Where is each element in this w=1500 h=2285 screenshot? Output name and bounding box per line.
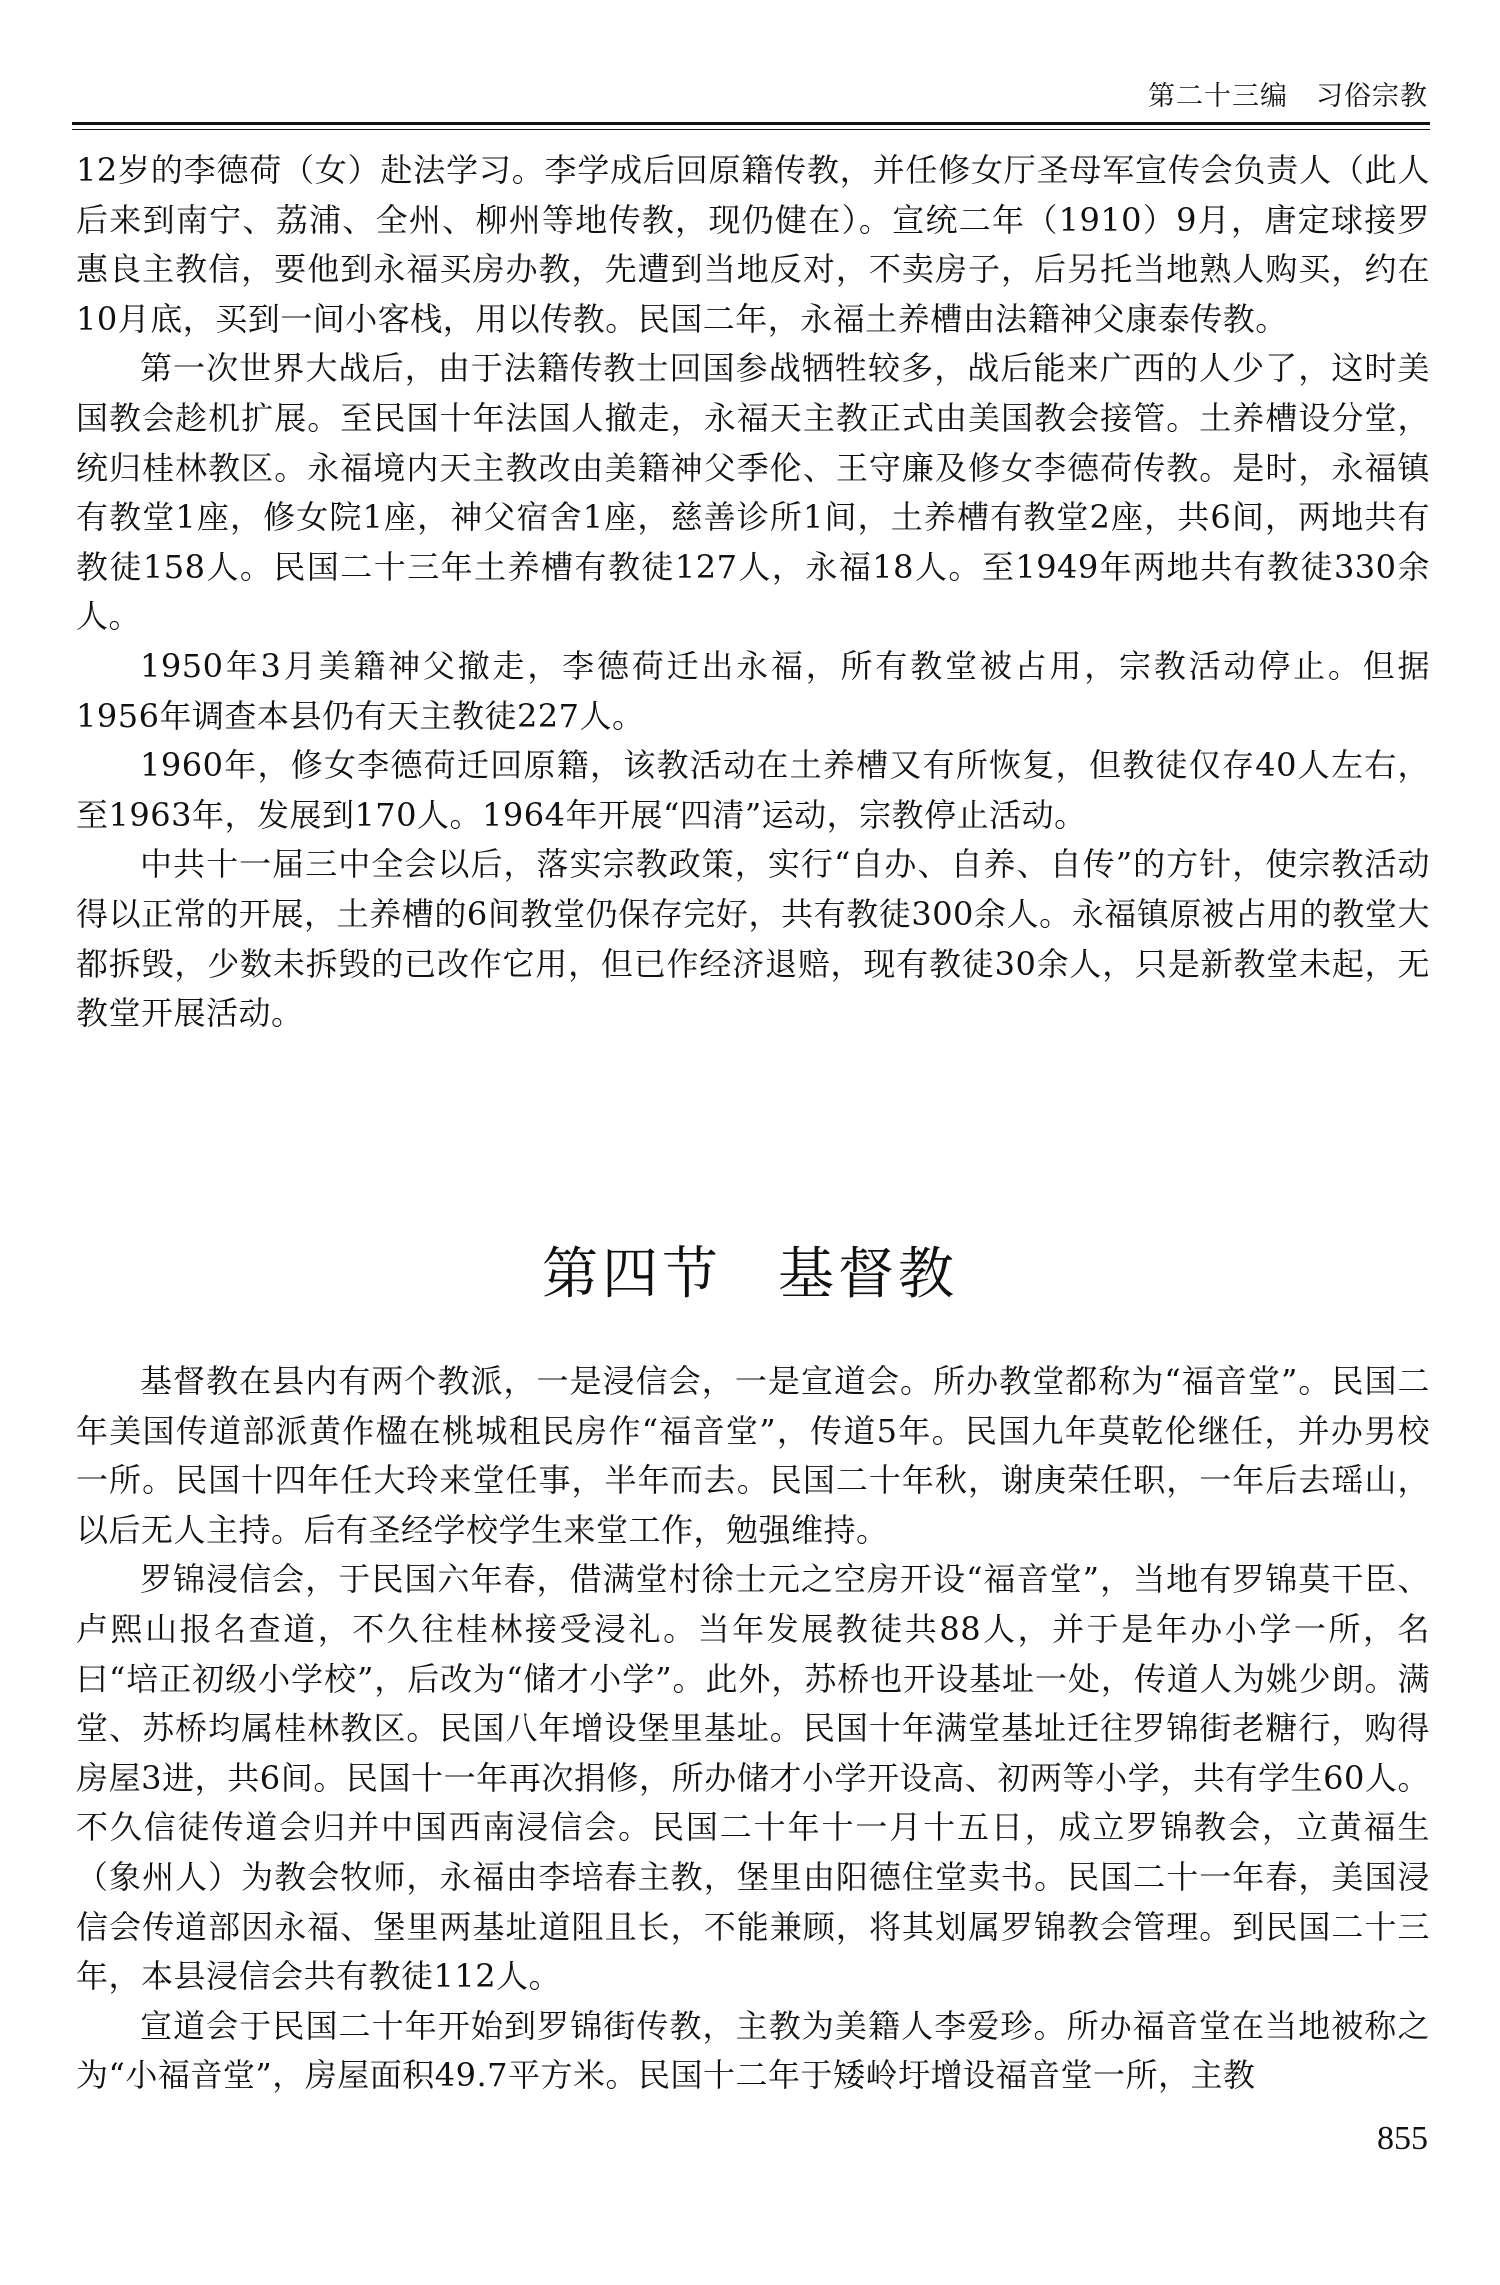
paragraph: 1950年3月美籍神父撤走，李德荷迁出永福，所有教堂被占用，宗教活动停止。但据1956年调查本县仍有天主教徒227人。 — [76, 646, 1430, 735]
section-number: 第四节 — [542, 1242, 722, 1307]
paragraph: 中共十一届三中全会以后，落实宗教政策，实行“自办、自养、自传”的方针，使宗教活动得以正常的开展，土养槽的6间教堂仍保存完好，共有教徒300余人。永福镇原被占用的教堂大都拆毁，少数未拆毁的已改作它用，但已作经济退赔，现有教徒30余人，只是新教堂未起，无教堂开展活动。 — [76, 845, 1430, 1033]
paragraph: 1960年，修女李德荷迁回原籍，该教活动在土养槽又有所恢复，但教徒仅存40人左右，至1963年，发展到170人。1964年开展“四清”运动，宗教停止活动。 — [76, 746, 1430, 834]
christian-text-block — [76, 1357, 1430, 2101]
section-title: 基督教 — [778, 1242, 958, 1307]
running-header: 第二十三编 习俗宗教 — [1148, 81, 1428, 112]
paragraph-continuation: 12岁的李德荷（女）赴法学习。李学成后回原籍传教，并任修女厅圣母军宣传会负责人（此人后来到南宁、荔浦、全州、柳州等地传教，现仍健在）。宣统二年（1910）9月，唐定球接罗惠良主教信，要他到永福买房办教，先遭到当地反对，不卖房子，后另托当地熟人购买，约在10月底，买到一间小客栈，用以传教。民国二年，永福土养槽由法籍神父康泰传教。 — [76, 151, 1430, 338]
catholic-text-block — [76, 146, 1430, 1039]
page-number: 855 — [1377, 2120, 1428, 2157]
paragraph: 罗锦浸信会，于民国六年春，借满堂村徐士元之空房开设“福音堂”，当地有罗锦莫干臣、卢熙山报名查道，不久往桂林接受浸礼。当年发展教徒共88人，并于是年办小学一所，名曰“培正初级小学校”，后改为“储才小学”。此外，苏桥也开设基址一处，传道人为姚少朗。满堂、苏桥均属桂林教区。民国八年增设堡里基址。民国十年满堂基址迁往罗锦街老糖行，购得房屋3进，共6间。民国十一年再次捐修，所办储才小学开设高、初两等小学，共有学生60人。不久信徒传道会归并中国西南浸信会。民国二十年十一月十五日，成立罗锦教会，立黄福生（象州人）为教会牧师，永福由李培春主教，堡里由阳德住堂卖书。民国二十一年春，美国浸信会传道部因永福、堡里两基址道阻且长，不能兼顾，将其划属罗锦教会管理。到民国二十三年，本县浸信会共有教徒112人。 — [76, 1560, 1430, 1996]
section-heading — [0, 1230, 1500, 1310]
header-rule-thick — [72, 122, 1430, 125]
paragraph: 第一次世界大战后，由于法籍传教士回国参战牺牲较多，战后能来广西的人少了，这时美国教会趁机扩展。至民国十年法国人撤走，永福天主教正式由美国教会接管。土养槽设分堂，统归桂林教区。永福境内天主教改由美籍神父季伦、王守廉及修女李德荷传教。是时，永福镇有教堂1座，修女院1座，神父宿舍1座，慈善诊所1间，土养槽有教堂2座，共6间，两地共有教徒158人。民国二十三年土养槽有教徒127人，永福18人。至1949年两地共有教徒330余人。 — [76, 349, 1430, 636]
header-rule-thin — [72, 129, 1430, 130]
paragraph: 宣道会于民国二十年开始到罗锦街传教，主教为美籍人李爱珍。所办福音堂在当地被称之为“小福音堂”，房屋面积49.7平方米。民国十二年于矮岭圩增设福音堂一所，主教 — [76, 2006, 1430, 2095]
paragraph: 基督教在县内有两个教派，一是浸信会，一是宣道会。所办教堂都称为“福音堂”。民国二年美国传道部派黄作楹在桃城租民房作“福音堂”，传道5年。民国九年莫乾伦继任，并办男校一所。民国十四年任大玲来堂任事，半年而去。民国二十年秋，谢庚荣任职，一年后去瑶山，以后无人主持。后有圣经学校学生来堂工作，勉强维持。 — [76, 1362, 1430, 1549]
